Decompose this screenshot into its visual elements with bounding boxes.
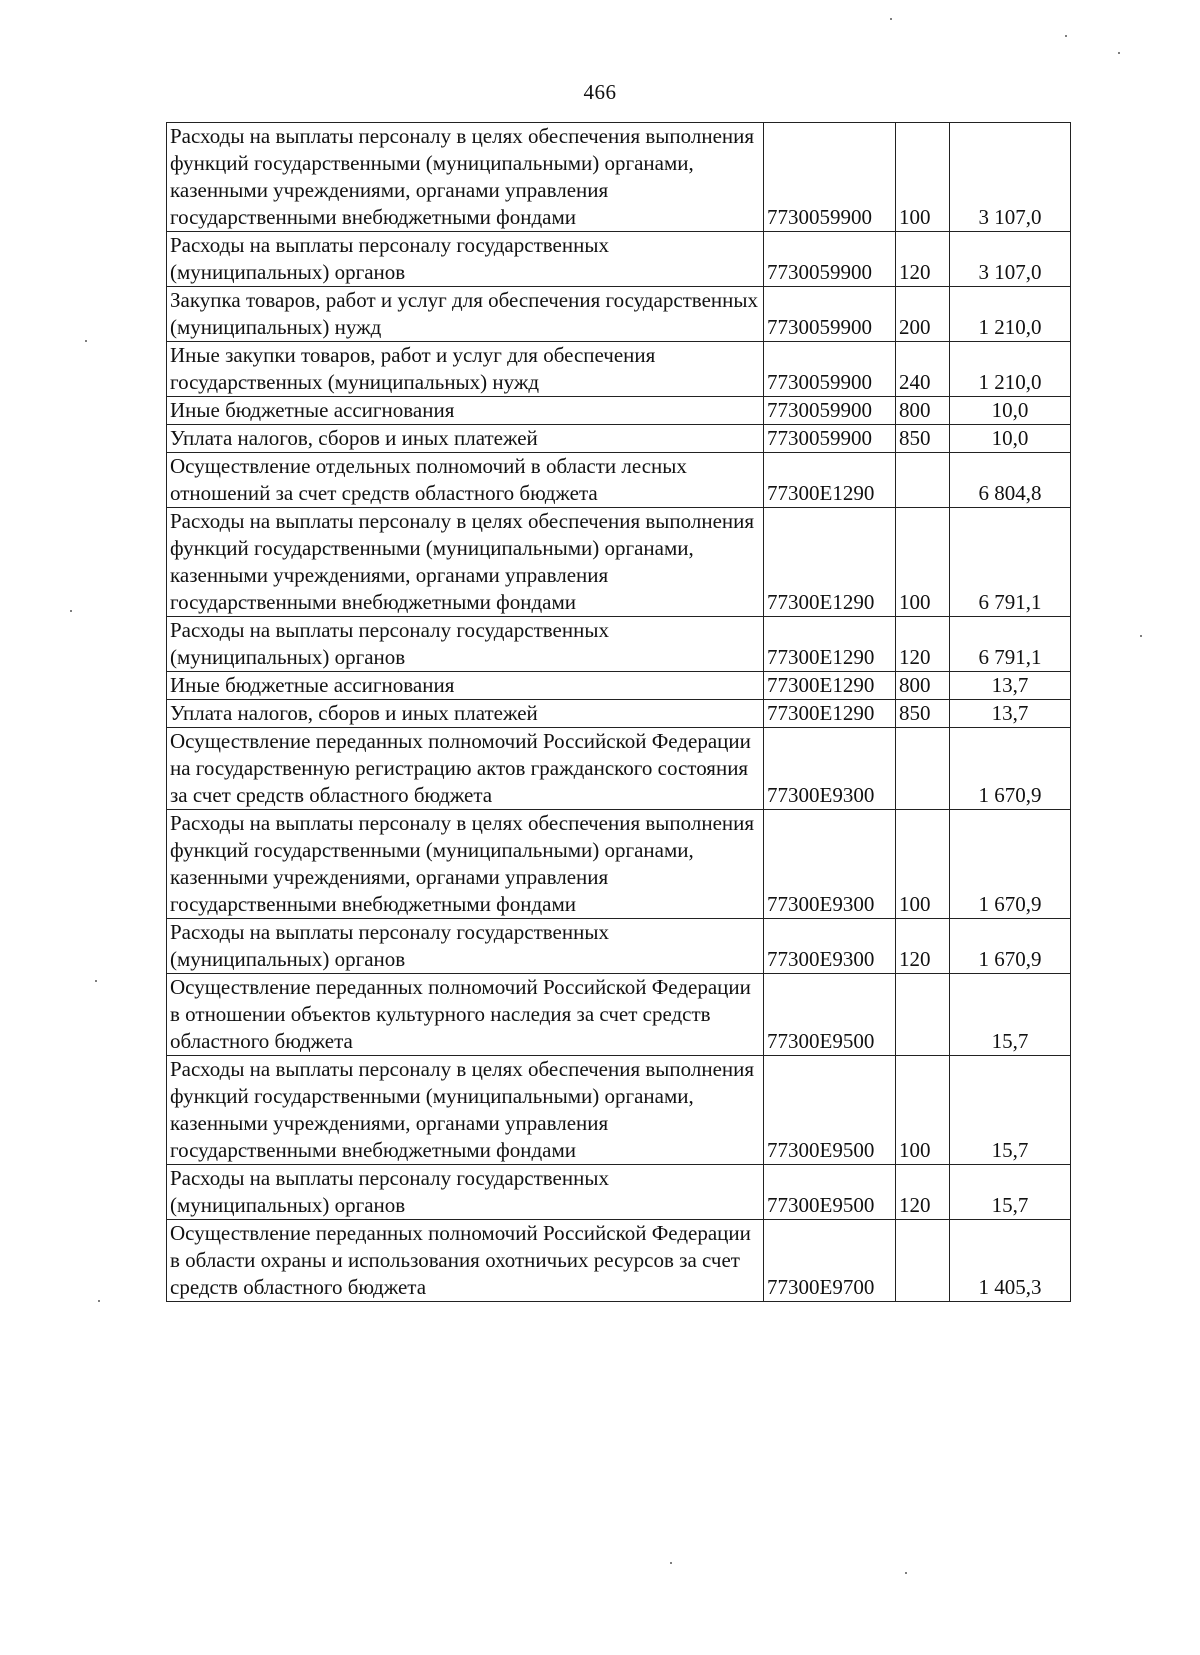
row-code: 77300Е1290	[764, 453, 896, 508]
row-sum: 10,0	[950, 425, 1071, 453]
scan-speck	[95, 980, 97, 982]
row-code: 77300Е1290	[764, 508, 896, 617]
row-sum: 13,7	[950, 700, 1071, 728]
row-sum: 6 804,8	[950, 453, 1071, 508]
table-row	[167, 453, 1071, 508]
row-name: Осуществление отдельных полномочий в области лесных отношений за счет средств областного бюджета	[167, 453, 764, 508]
table-row	[167, 425, 1071, 453]
scan-speck	[1065, 35, 1067, 37]
row-sum: 6 791,1	[950, 508, 1071, 617]
row-code: 77300Е1290	[764, 700, 896, 728]
table-row	[167, 728, 1071, 810]
table-row	[167, 1220, 1071, 1302]
row-name: Осуществление переданных полномочий Российской Федерации на государственную регистрацию актов гражданского состояния за счет средств областного бюджета	[167, 728, 764, 810]
page-number: 466	[583, 80, 617, 104]
table-row	[167, 123, 1071, 232]
row-sum: 15,7	[950, 1056, 1071, 1165]
row-sum: 6 791,1	[950, 617, 1071, 672]
table-row	[167, 974, 1071, 1056]
table-row	[167, 1056, 1071, 1165]
row-code: 7730059900	[764, 425, 896, 453]
row-code: 7730059900	[764, 342, 896, 397]
scan-speck	[85, 340, 87, 342]
row-sum: 1 210,0	[950, 342, 1071, 397]
row-type: 800	[896, 397, 950, 425]
row-code: 77300Е9700	[764, 1220, 896, 1302]
row-sum: 13,7	[950, 672, 1071, 700]
row-type	[896, 728, 950, 810]
row-type: 800	[896, 672, 950, 700]
table-row	[167, 919, 1071, 974]
row-code: 77300Е1290	[764, 672, 896, 700]
table-row	[167, 287, 1071, 342]
row-type: 120	[896, 617, 950, 672]
row-name: Расходы на выплаты персоналу в целях обеспечения выполнения функций государственными (муниципальными) органами, казенными учреждениями, органами управления государственными внебюджетными фондами	[167, 123, 764, 232]
row-code: 77300Е1290	[764, 617, 896, 672]
table-row	[167, 508, 1071, 617]
row-sum: 1 210,0	[950, 287, 1071, 342]
row-code: 77300Е9300	[764, 728, 896, 810]
table-row	[167, 342, 1071, 397]
scan-speck	[70, 610, 72, 612]
table-row	[167, 672, 1071, 700]
scan-speck	[98, 1300, 100, 1302]
row-name: Закупка товаров, работ и услуг для обеспечения государственных (муниципальных) нужд	[167, 287, 764, 342]
row-name: Расходы на выплаты персоналу государственных (муниципальных) органов	[167, 617, 764, 672]
row-code: 77300Е9500	[764, 974, 896, 1056]
row-name: Иные бюджетные ассигнования	[167, 397, 764, 425]
row-name: Иные бюджетные ассигнования	[167, 672, 764, 700]
row-type: 100	[896, 810, 950, 919]
table-row	[167, 810, 1071, 919]
row-name: Расходы на выплаты персоналу государственных (муниципальных) органов	[167, 1165, 764, 1220]
row-type: 120	[896, 232, 950, 287]
row-code: 77300Е9300	[764, 810, 896, 919]
scan-speck	[905, 1572, 907, 1574]
scan-speck	[670, 1562, 672, 1564]
row-code: 7730059900	[764, 232, 896, 287]
row-name: Уплата налогов, сборов и иных платежей	[167, 425, 764, 453]
row-code: 77300Е9500	[764, 1165, 896, 1220]
table-row	[167, 1165, 1071, 1220]
row-type: 120	[896, 1165, 950, 1220]
row-code: 7730059900	[764, 397, 896, 425]
row-type	[896, 1220, 950, 1302]
row-name: Осуществление переданных полномочий Российской Федерации в отношении объектов культурного наследия за счет средств областного бюджета	[167, 974, 764, 1056]
row-sum: 1 670,9	[950, 810, 1071, 919]
table-row	[167, 397, 1071, 425]
row-type: 850	[896, 425, 950, 453]
budget-table	[166, 122, 1071, 1302]
row-type: 100	[896, 123, 950, 232]
row-name: Расходы на выплаты персоналу государственных (муниципальных) органов	[167, 919, 764, 974]
row-sum: 10,0	[950, 397, 1071, 425]
scan-speck	[890, 18, 892, 20]
row-sum: 1 670,9	[950, 919, 1071, 974]
row-sum: 15,7	[950, 974, 1071, 1056]
row-name: Осуществление переданных полномочий Российской Федерации в области охраны и использования охотничьих ресурсов за счет средств областного бюджета	[167, 1220, 764, 1302]
row-type: 120	[896, 919, 950, 974]
row-type	[896, 974, 950, 1056]
row-type: 100	[896, 1056, 950, 1165]
row-sum: 1 405,3	[950, 1220, 1071, 1302]
row-sum: 1 670,9	[950, 728, 1071, 810]
row-code: 77300Е9300	[764, 919, 896, 974]
row-type: 240	[896, 342, 950, 397]
row-type	[896, 453, 950, 508]
row-name: Расходы на выплаты персоналу в целях обеспечения выполнения функций государственными (муниципальными) органами, казенными учреждениями, органами управления государственными внебюджетными фондами	[167, 810, 764, 919]
scan-speck	[1140, 635, 1142, 637]
row-type: 850	[896, 700, 950, 728]
row-sum: 3 107,0	[950, 232, 1071, 287]
row-code: 7730059900	[764, 287, 896, 342]
row-type: 100	[896, 508, 950, 617]
row-type: 200	[896, 287, 950, 342]
scan-speck	[1118, 52, 1120, 54]
row-code: 7730059900	[764, 123, 896, 232]
row-name: Расходы на выплаты персоналу государственных (муниципальных) органов	[167, 232, 764, 287]
table-row	[167, 617, 1071, 672]
row-code: 77300Е9500	[764, 1056, 896, 1165]
row-sum: 3 107,0	[950, 123, 1071, 232]
row-sum: 15,7	[950, 1165, 1071, 1220]
budget-table-body	[167, 123, 1071, 1302]
table-row	[167, 700, 1071, 728]
row-name: Иные закупки товаров, работ и услуг для обеспечения государственных (муниципальных) нужд	[167, 342, 764, 397]
row-name: Расходы на выплаты персоналу в целях обеспечения выполнения функций государственными (муниципальными) органами, казенными учреждениями, органами управления государственными внебюджетными фондами	[167, 508, 764, 617]
table-row	[167, 232, 1071, 287]
row-name: Уплата налогов, сборов и иных платежей	[167, 700, 764, 728]
row-name: Расходы на выплаты персоналу в целях обеспечения выполнения функций государственными (муниципальными) органами, казенными учреждениями, органами управления государственными внебюджетными фондами	[167, 1056, 764, 1165]
